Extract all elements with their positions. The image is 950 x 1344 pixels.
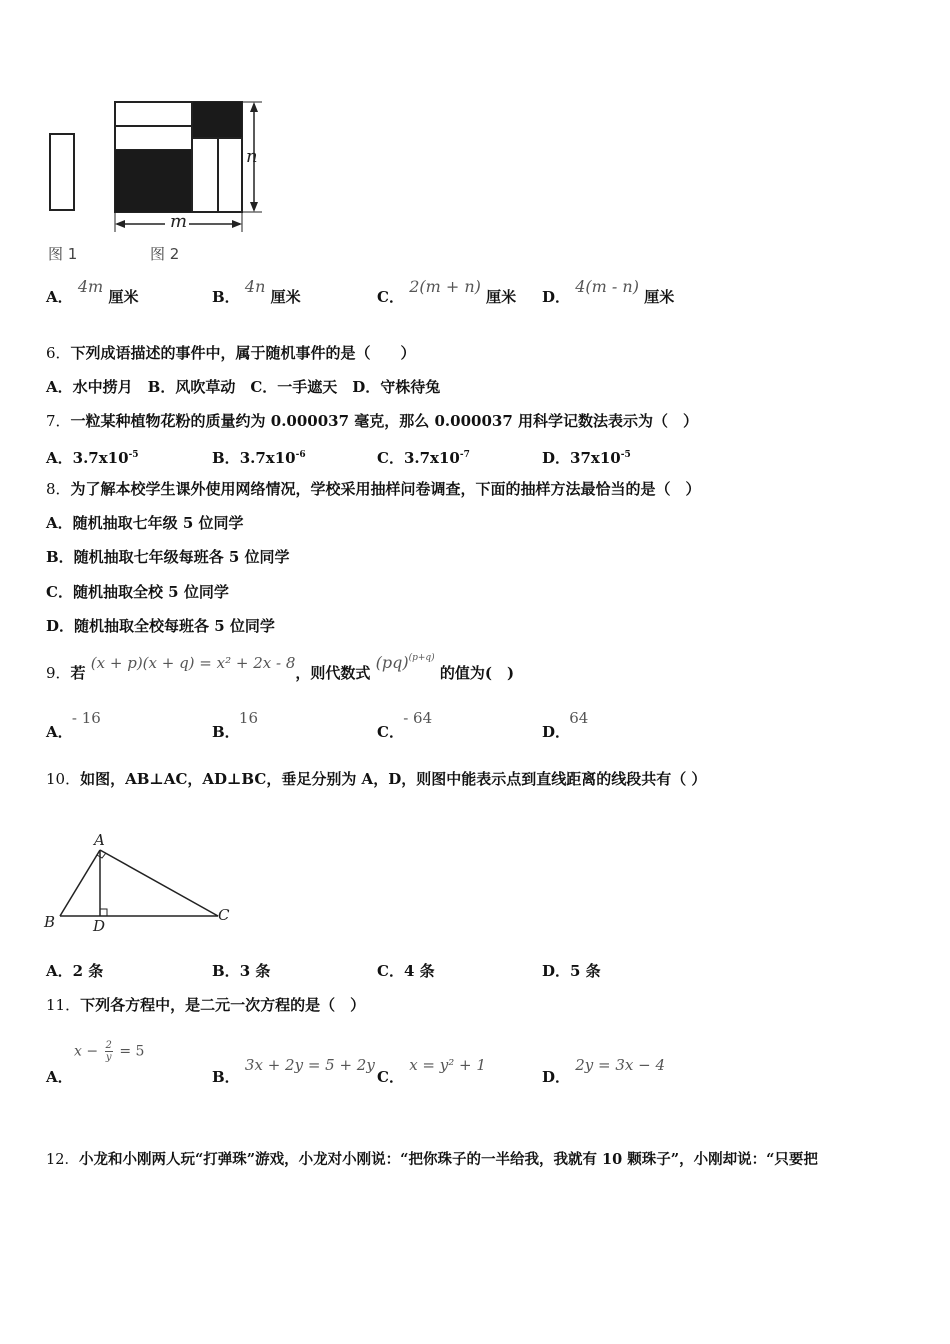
- option-letter: C．: [377, 288, 404, 306]
- option-exponent: -7: [459, 450, 470, 460]
- fraction: [105, 1040, 113, 1063]
- right-angle-mark-d: [100, 909, 107, 916]
- figure2-label: 图 2: [150, 245, 180, 263]
- q11-stem: [46, 995, 365, 1015]
- option-letter: C．: [377, 1068, 404, 1086]
- q9-stem: [46, 653, 515, 686]
- q9-option-c[interactable]: [377, 709, 438, 742]
- option-unit: 厘米: [270, 288, 301, 306]
- question-text: 如图，AB⊥AC，AD⊥BC，垂足分别为 A，D，则图中能表示点到直线距离的线段共有（ ）: [80, 770, 707, 788]
- option-letter: C．: [377, 449, 404, 467]
- option-letter: A．: [46, 288, 73, 306]
- option-text: 4 条: [403, 962, 435, 980]
- q8-option-b[interactable]: B．随机抽取七年级每班各 5 位同学: [46, 548, 290, 566]
- option-letter: B．: [212, 288, 240, 306]
- option-math: 4m: [77, 277, 104, 296]
- option-exponent: -5: [620, 450, 631, 460]
- question-number: 8．: [46, 480, 71, 498]
- figure2-black-bottom-left: [115, 150, 192, 212]
- option-base: 3.7x10: [403, 449, 460, 467]
- q11-option-a-math: [74, 1040, 144, 1063]
- question-text: ，则代数式: [295, 664, 371, 682]
- question-number: 9．: [46, 664, 71, 682]
- option-text: 5 条: [570, 962, 601, 980]
- point-b-label: B: [44, 913, 56, 931]
- option-letter: A．: [46, 449, 73, 467]
- question-number: 7．: [46, 412, 71, 430]
- q8-option-c[interactable]: C．随机抽取全校 5 位同学: [46, 583, 229, 601]
- question-text: 一粒某种植物花粉的质量约为 0.000037 毫克，那么 0.000037 用科学记数法表示为（ ）: [70, 412, 699, 430]
- question-number: 11．: [46, 996, 81, 1014]
- question-text: 小龙和小刚两人玩“打弹珠”游戏，小龙对小刚说：“把你珠子的一半给我，我就有 10 颗珠子”，小刚却说：“只要把: [78, 1151, 818, 1168]
- option-letter: A．: [46, 962, 73, 980]
- q11-option-d[interactable]: [542, 1056, 666, 1087]
- segment-ab: [60, 850, 100, 916]
- dim-m-label: m: [170, 211, 188, 232]
- q5-option-a[interactable]: [46, 277, 139, 307]
- figure1-label: 图 1: [48, 245, 78, 263]
- math-left: x −: [74, 1043, 99, 1060]
- option-letter: D．: [542, 288, 571, 306]
- option-letter: D．: [542, 449, 571, 467]
- question-text: 下列成语描述的事件中，属于随机事件的是（ ）: [70, 344, 416, 362]
- q10-triangle-figure: [40, 828, 240, 938]
- option-text: 2 条: [72, 962, 104, 980]
- q9-option-d[interactable]: [542, 709, 594, 742]
- q5-option-c[interactable]: [377, 277, 517, 307]
- q9-option-a[interactable]: [46, 709, 107, 742]
- option-math: x = y² + 1: [409, 1056, 486, 1074]
- q10-option-d[interactable]: [542, 961, 601, 981]
- question-text: 若: [70, 664, 86, 682]
- option-math: 2(m + n): [409, 277, 481, 296]
- q11-option-a[interactable]: [46, 1067, 73, 1087]
- figure1-rectangle: [50, 134, 74, 210]
- q7-option-b[interactable]: [212, 445, 306, 468]
- q7-option-d[interactable]: [542, 445, 631, 468]
- q7-option-c[interactable]: [377, 445, 470, 468]
- option-math: 4(m - n): [575, 277, 639, 296]
- question-number: 10．: [46, 770, 81, 788]
- q10-option-a[interactable]: [46, 961, 103, 981]
- option-text: 3 条: [239, 962, 271, 980]
- fraction-numerator: 2: [105, 1040, 112, 1051]
- q6-stem: [46, 343, 416, 363]
- option-math: 16: [238, 709, 259, 727]
- point-a-label: A: [94, 831, 105, 849]
- q8-option-d[interactable]: D．随机抽取全校每班各 5 位同学: [46, 617, 275, 635]
- q6-options[interactable]: A．水中捞月 B．风吹草动 C．一手遮天 D．守株待兔: [46, 378, 441, 396]
- question-number: 12．: [46, 1152, 79, 1168]
- option-letter: C．: [377, 962, 404, 980]
- q7-stem: [46, 411, 698, 431]
- point-c-label: C: [218, 906, 230, 924]
- figure2-black-top-right: [192, 102, 242, 138]
- option-unit: 厘米: [486, 288, 517, 306]
- q12-stem: [46, 1150, 818, 1170]
- question-number: 6．: [46, 344, 71, 362]
- option-letter: A．: [46, 723, 73, 741]
- option-letter: A．: [46, 1068, 73, 1086]
- q9-expression-base: (pq): [375, 653, 409, 672]
- option-letter: B．: [212, 1068, 240, 1086]
- option-letter: C．: [377, 723, 404, 741]
- q5-option-b[interactable]: [212, 277, 301, 307]
- option-letter: B．: [212, 449, 240, 467]
- option-letter: D．: [542, 1068, 571, 1086]
- point-d-label: D: [93, 917, 106, 935]
- q5-option-d[interactable]: [542, 277, 675, 307]
- option-letter: D．: [542, 723, 571, 741]
- question-text: 下列各方程中，是二元一次方程的是（ ）: [80, 996, 366, 1014]
- segment-ac: [100, 850, 218, 916]
- question-text: 为了解本校学生课外使用网络情况，学校采用抽样问卷调查，下面的抽样方法最恰当的是（ ）: [70, 480, 701, 498]
- option-exponent: -6: [295, 450, 306, 460]
- fraction-denominator: y: [105, 1052, 112, 1063]
- option-letter: B．: [212, 962, 240, 980]
- option-base: 3.7x10: [72, 449, 129, 467]
- q9-equation: (x + p)(x + q) = x² + 2x - 8: [90, 654, 296, 672]
- option-letter: B．: [212, 723, 240, 741]
- option-base: 37x10: [570, 449, 621, 467]
- q8-option-a[interactable]: A．随机抽取七年级 5 位同学: [46, 514, 244, 532]
- q11-option-c[interactable]: [377, 1056, 486, 1087]
- option-math: 2y = 3x − 4: [575, 1056, 666, 1074]
- question-text: 的值为( ): [439, 664, 515, 682]
- math-right: = 5: [119, 1043, 145, 1060]
- option-letter: D．: [542, 962, 571, 980]
- q7-option-a[interactable]: [46, 445, 139, 468]
- option-math: - 64: [403, 709, 433, 727]
- q10-stem: [46, 769, 706, 789]
- q10-option-c[interactable]: [377, 961, 435, 981]
- q9-option-b[interactable]: [212, 709, 264, 742]
- option-unit: 厘米: [108, 288, 139, 306]
- option-math: 64: [569, 709, 589, 727]
- dim-n-label: n: [246, 146, 258, 167]
- option-base: 3.7x10: [239, 449, 296, 467]
- option-math: 3x + 2y = 5 + 2y: [244, 1056, 375, 1074]
- option-exponent: -5: [128, 450, 139, 460]
- q11-option-b[interactable]: [212, 1056, 375, 1087]
- option-unit: 厘米: [644, 288, 675, 306]
- q8-stem: [46, 479, 701, 499]
- option-math: 4n: [244, 277, 266, 296]
- option-math: - 16: [71, 709, 101, 727]
- q10-option-b[interactable]: [212, 961, 270, 981]
- q9-expression-exponent: (p+q): [408, 653, 435, 663]
